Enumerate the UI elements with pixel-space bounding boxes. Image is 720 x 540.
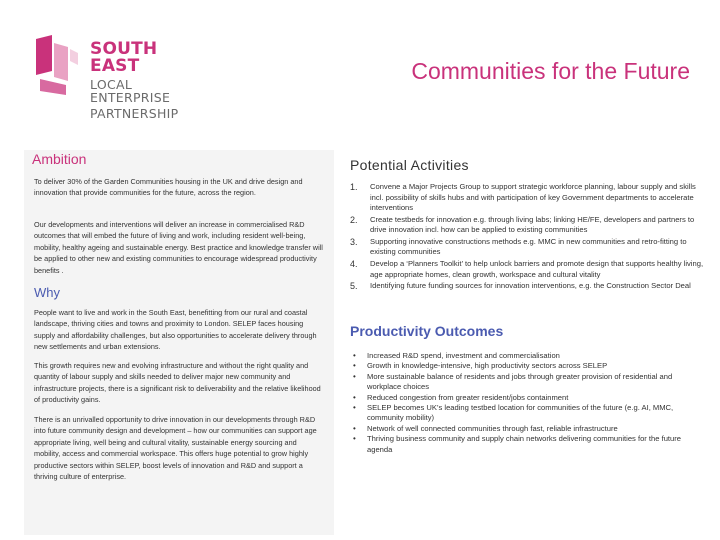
logo-line-south-east: SOUTH EAST (90, 39, 158, 76)
selep-logo-mark-icon (36, 35, 78, 95)
activity-text: Create testbeds for innovation e.g. through living labs; linking HE/FE, developers and partners to drive innovation incl. how can be applied to existing communities (370, 214, 695, 235)
why-heading: Why (34, 285, 60, 300)
outcome-item (350, 351, 705, 361)
why-paragraph-3: There is an unrivalled opportunity to drive innovation in our developments through R&D into future community design and development – how our communities can support age appropriate living, well being and cultural vitality, sustainable energy sourcing and mobility, access and commercial workspace. This offers huge potential to grow highly productive sectors within SELEP, boost levels of innovation and R&D and support a thriving culture of enterprise. (34, 415, 317, 482)
potential-activities-list (350, 182, 705, 293)
activity-text: Convene a Major Projects Group to support strategic workforce planning, labour supply and skills incl. possibility of skills hubs and with participation of key Government departments to accelerate interventions (370, 182, 696, 212)
logo-wordmark (90, 41, 186, 121)
outcome-text: More sustainable balance of residents and jobs through greater provision of residential and workplace choices (367, 371, 673, 392)
outcome-item (350, 372, 705, 393)
outcome-item (350, 361, 705, 371)
bullet-icon: • (353, 351, 356, 360)
outcome-item (350, 424, 705, 434)
activity-text: Identifying future funding sources for innovation interventions, e.g. the Construction Sector Deal (370, 281, 691, 291)
why-paragraph-1: People want to live and work in the South East, benefitting from our rural and coastal landscape, thriving cities and towns and proximity to London. SELEP faces housing supply and affordability challenges, but also opportunities to accelerate delivery through new settlements and urban extensions. (34, 308, 317, 352)
bullet-icon: • (353, 371, 356, 381)
logo-line-local-enterprise: LOCAL ENTERPRISE (90, 77, 171, 105)
bullet-icon: • (353, 392, 356, 402)
bullet-icon: • (353, 403, 356, 413)
logo-line-partnership: PARTNERSHIP (90, 106, 179, 121)
outcome-item (350, 403, 705, 424)
why-paragraph-2: This growth requires new and evolving infrastructure and without the right quality and quantity of labour supply and skills needed to deliver major new community and infrastructure projects, there is a significant risk to deliverability and the relative likelihood of productivity gains. (34, 361, 321, 405)
outcome-text: SELEP becomes UK’s leading testbed location for communities of the future (e.g. AI, MMC, community mobility) (367, 403, 674, 423)
outcome-text: Reduced congestion from greater resident/jobs containment (367, 392, 569, 402)
productivity-outcomes-heading: Productivity Outcomes (350, 323, 504, 339)
potential-activities-heading: Potential Activities (350, 157, 469, 173)
outcome-text: Network of well connected communities through fast, reliable infrastructure (367, 423, 618, 433)
activity-number: 5. (350, 281, 358, 292)
activity-item (350, 281, 705, 292)
bullet-icon: • (353, 361, 356, 371)
activity-text: Develop a ‘Planners Toolkit’ to help unlock barriers and promote design that supports healthy living, age appropriate homes, clean growth, workspace and cultural vitality (370, 259, 704, 279)
activity-text: Supporting innovative constructions methods e.g. MMC in new communities and retro-fitting to existing communities (370, 236, 687, 257)
activity-number: 1. (350, 182, 358, 192)
ambition-why-panel (24, 150, 334, 535)
activity-number: 2. (350, 214, 358, 225)
activity-item (350, 215, 705, 236)
page-title: Communities for the Future (411, 58, 690, 84)
ambition-paragraph-1: To deliver 30% of the Garden Communities housing in the UK and drive design and innovation that provide communities for the future, across the region. (34, 177, 303, 198)
bullet-icon: • (353, 434, 356, 444)
outcome-text: Increased R&D spend, investment and commercialisation (367, 351, 560, 360)
outcome-item (350, 393, 705, 403)
selep-logo (36, 35, 186, 121)
productivity-outcomes-list (350, 351, 705, 455)
activity-item (350, 259, 705, 280)
activity-number: 4. (350, 259, 358, 270)
activity-item (350, 182, 705, 214)
outcome-text: Growth in knowledge-intensive, high productivity sectors across SELEP (367, 361, 608, 371)
activity-item (350, 237, 705, 258)
outcome-item (350, 434, 705, 455)
bullet-icon: • (353, 423, 356, 433)
activities-outcomes-panel (345, 150, 710, 535)
ambition-paragraph-2: Our developments and interventions will deliver an increase in commercialised R&D outcomes that will embed the future of living and work, including resident well-being, mobility, healthy ageing and sustainable energy. Best practice and knowledge transfer will be applied to other new and existing communities to encourage widespread productivity benefits . (34, 220, 323, 275)
activity-number: 3. (350, 236, 358, 247)
outcome-text: Thriving business community and supply chain networks delivering communities for the future agenda (367, 434, 682, 454)
ambition-heading: Ambition (32, 151, 87, 167)
